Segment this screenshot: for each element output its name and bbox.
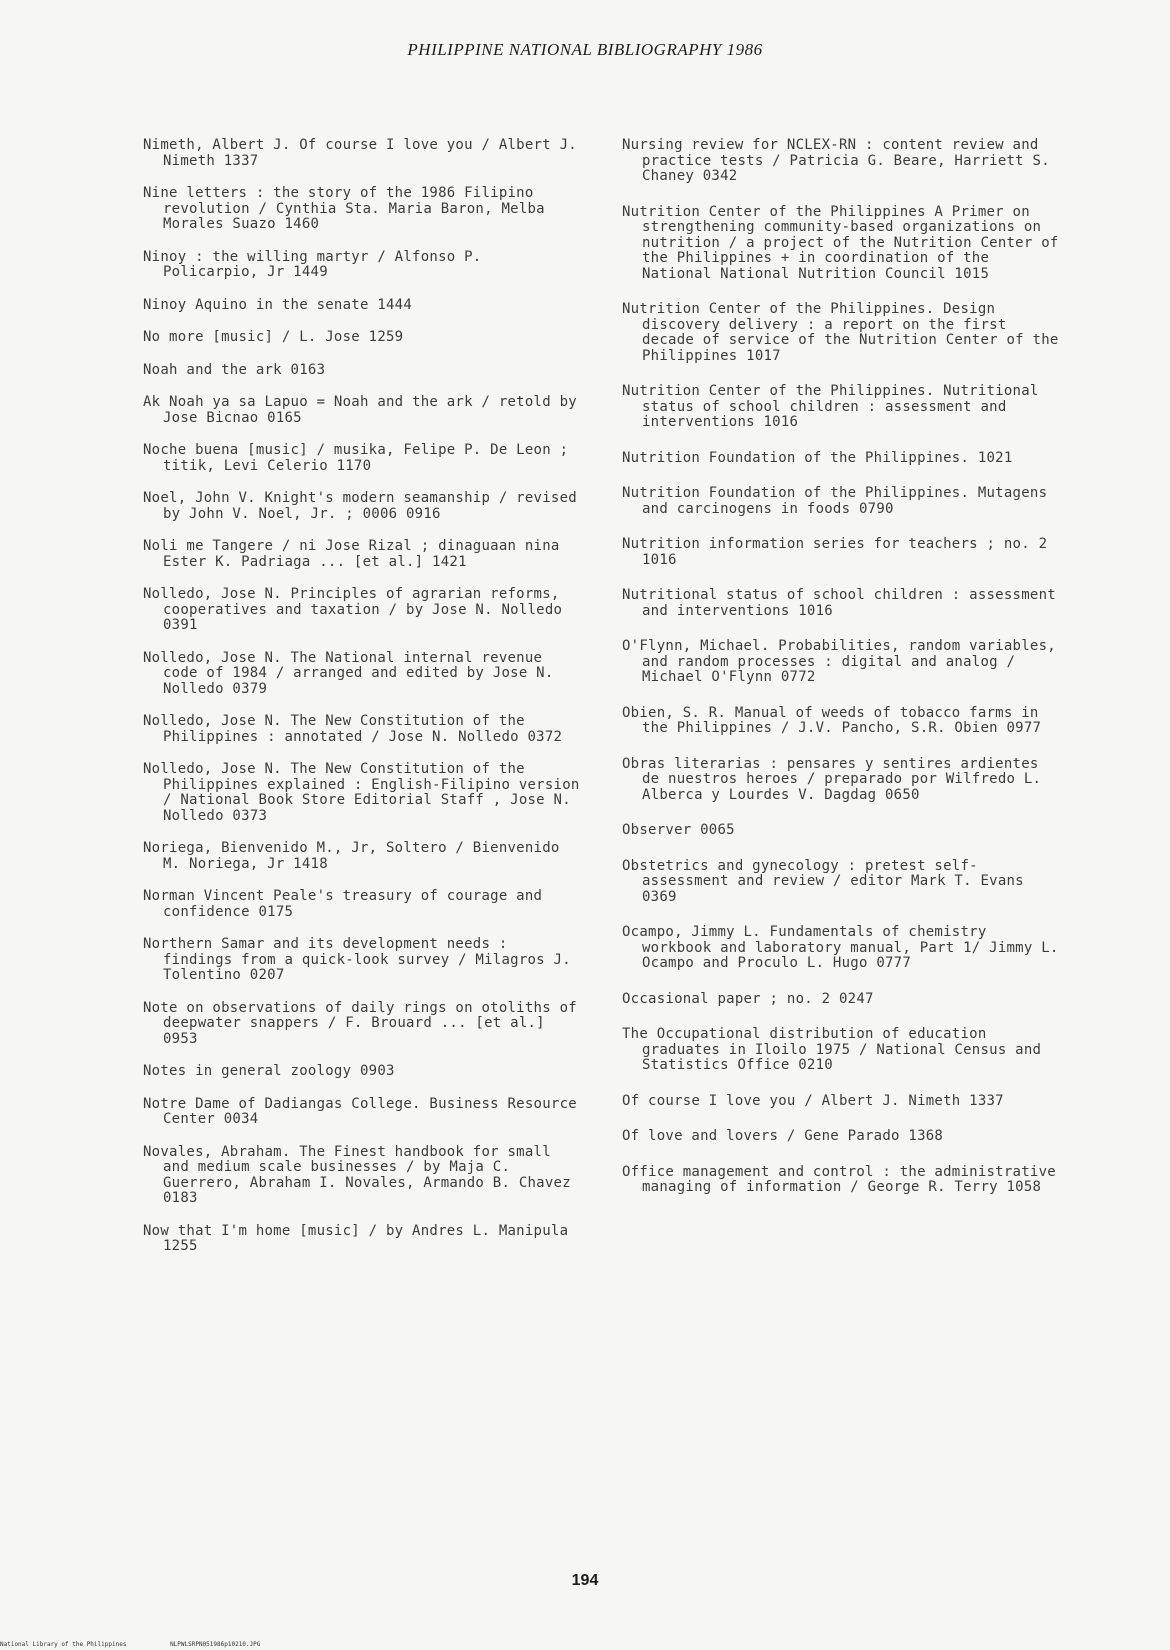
entry: O'Flynn, Michael. Probabilities, random variables, and random processes : digital and analog / Michael O'Flynn 0772 bbox=[622, 638, 1056, 685]
entry: Observer 0065 bbox=[622, 822, 735, 838]
entry: Northern Samar and its development needs : findings from a quick-look survey / Milagros J. Tolentino 0207 bbox=[143, 936, 571, 983]
entry: Nutritional status of school children : assessment and interventions 1016 bbox=[622, 587, 1056, 619]
entry: The Occupational distribution of education graduates in Iloilo 1975 / National Census and Statistics Office 0210 bbox=[622, 1026, 1042, 1073]
entry: Ninoy Aquino in the senate 1444 bbox=[143, 296, 413, 313]
entry: Nutrition Center of the Philippines. Nutritional status of school children : assessment and interventions 1016 bbox=[622, 383, 1039, 430]
page-number bbox=[0, 1572, 1170, 1590]
entry: Obien, S. R. Manual of weeds of tobacco farms in the Philippines / J.V. Pancho, S.R. Obien 0977 bbox=[622, 704, 1042, 736]
entry: Note on observations of daily rings on otoliths of deepwater snappers / F. Brouard ... [et al.] 0953 bbox=[143, 999, 577, 1047]
entry: Now that I'm home [music] / by Andres L. Manipula 1255 bbox=[143, 1222, 569, 1254]
entry: Nutrition information series for teachers ; no. 2 1016 bbox=[622, 536, 1048, 568]
entry: Nimeth, Albert J. Of course I love you / Albert J. Nimeth 1337 bbox=[143, 137, 577, 169]
entry: Obras literarias : pensares y sentires ardientes de nuestros heroes / preparado por Wilfredo L. Alberca y Lourdes V. Dagdag 0650 bbox=[622, 755, 1042, 803]
entry: Novales, Abraham. The Finest handbook for small and medium scale businesses / by Maja C. Guerrero, Abraham I. Novales, Armando B. Chavez 0183 bbox=[143, 1143, 571, 1206]
entry: Ocampo, Jimmy L. Fundamentals of chemistry workbook and laboratory manual, Part 1/ Jimmy L. Ocampo and Proculo L. Hugo 0777 bbox=[622, 924, 1059, 971]
entry: No more [music] / L. Jose 1259 bbox=[143, 329, 404, 345]
page-header-title: PHILIPPINE NATIONAL BIBLIOGRAPHY 1986 bbox=[407, 40, 763, 59]
entry: Nutrition Center of the Philippines A Primer on strengthening community-based organizations on nutrition / a project of the Nutrition Center of the Philippines + in coordination of the National National Nutrition Council 1015 bbox=[622, 203, 1059, 282]
entry: Nursing review for NCLEX-RN : content review and practice tests / Patricia G. Beare, Harriett S. Chaney 0342 bbox=[622, 137, 1050, 184]
page-number-text: 194 bbox=[571, 1572, 599, 1589]
entry: Noche buena [music] / musika, Felipe P. De Leon ; titik, Levi Celerio 1170 bbox=[143, 442, 569, 474]
entry: Nolledo, Jose N. Principles of agrarian reforms, cooperatives and taxation / by Jose N. Nolledo 0391 bbox=[143, 586, 563, 633]
entry: Nolledo, Jose N. The New Constitution of the Philippines : annotated / Jose N. Nolledo 0372 bbox=[143, 713, 563, 745]
entry: Notre Dame of Dadiangas College. Business Resource Center 0034 bbox=[143, 1095, 577, 1127]
entry: Occasional paper ; no. 2 0247 bbox=[622, 990, 874, 1007]
entry: Of love and lovers / Gene Parado 1368 bbox=[622, 1128, 944, 1144]
entry: Ak Noah ya sa Lapuo = Noah and the ark / retold by Jose Bicnao 0165 bbox=[143, 394, 577, 426]
entry: Noah and the ark 0163 bbox=[143, 361, 326, 378]
entry: Nutrition Foundation of the Philippines. Mutagens and carcinogens in foods 0790 bbox=[622, 485, 1048, 517]
entry: Nine letters : the story of the 1986 Filipino revolution / Cynthia Sta. Maria Baron, Melba Morales Suazo 1460 bbox=[143, 185, 545, 232]
entry: Norman Vincent Peale's treasury of courage and confidence 0175 bbox=[143, 888, 543, 920]
footer-filename: NLPWLSRPN051986p10210.JPG bbox=[170, 1641, 261, 1648]
entry: Noriega, Bienvenido M., Jr, Soltero / Bienvenido M. Noriega, Jr 1418 bbox=[143, 840, 560, 872]
entry: Nutrition Foundation of the Philippines. 1021 bbox=[622, 449, 1013, 466]
entry: Office management and control : the administrative managing of information / George R. Terry 1058 bbox=[622, 1163, 1056, 1195]
entry: Noel, John V. Knight's modern seamanship / revised by John V. Noel, Jr. ; 0006 0916 bbox=[143, 490, 577, 522]
scan-footer bbox=[0, 1641, 300, 1648]
left-column bbox=[143, 138, 583, 1255]
entry: Ninoy : the willing martyr / Alfonso P. Policarpio, Jr 1449 bbox=[143, 248, 482, 280]
right-column bbox=[622, 138, 1062, 1196]
footer-library: National Library of the Philippines bbox=[0, 1641, 127, 1648]
entry: Nolledo, Jose N. The New Constitution of the Philippines explained : English-Filipino version / National Book Store Editorial Staff , Jose N. Nolledo 0373 bbox=[143, 761, 580, 824]
page-header bbox=[0, 40, 1170, 60]
entry: Of course I love you / Albert J. Nimeth 1337 bbox=[622, 1092, 1004, 1109]
entry: Obstetrics and gynecology : pretest self-assessment and review / editor Mark T. Evans 0369 bbox=[622, 857, 1024, 905]
entry: Noli me Tangere / ni Jose Rizal ; dinaguaan nina Ester K. Padriaga ... [et al.] 1421 bbox=[143, 538, 560, 570]
entry: Notes in general zoology 0903 bbox=[143, 1063, 395, 1079]
entry: Nutrition Center of the Philippines. Design discovery delivery : a report on the first decade of service of the Nutrition Center of the Philippines 1017 bbox=[622, 301, 1059, 364]
entry: Nolledo, Jose N. The National internal revenue code of 1984 / arranged and edited by Jose N. Nolledo 0379 bbox=[143, 649, 554, 697]
